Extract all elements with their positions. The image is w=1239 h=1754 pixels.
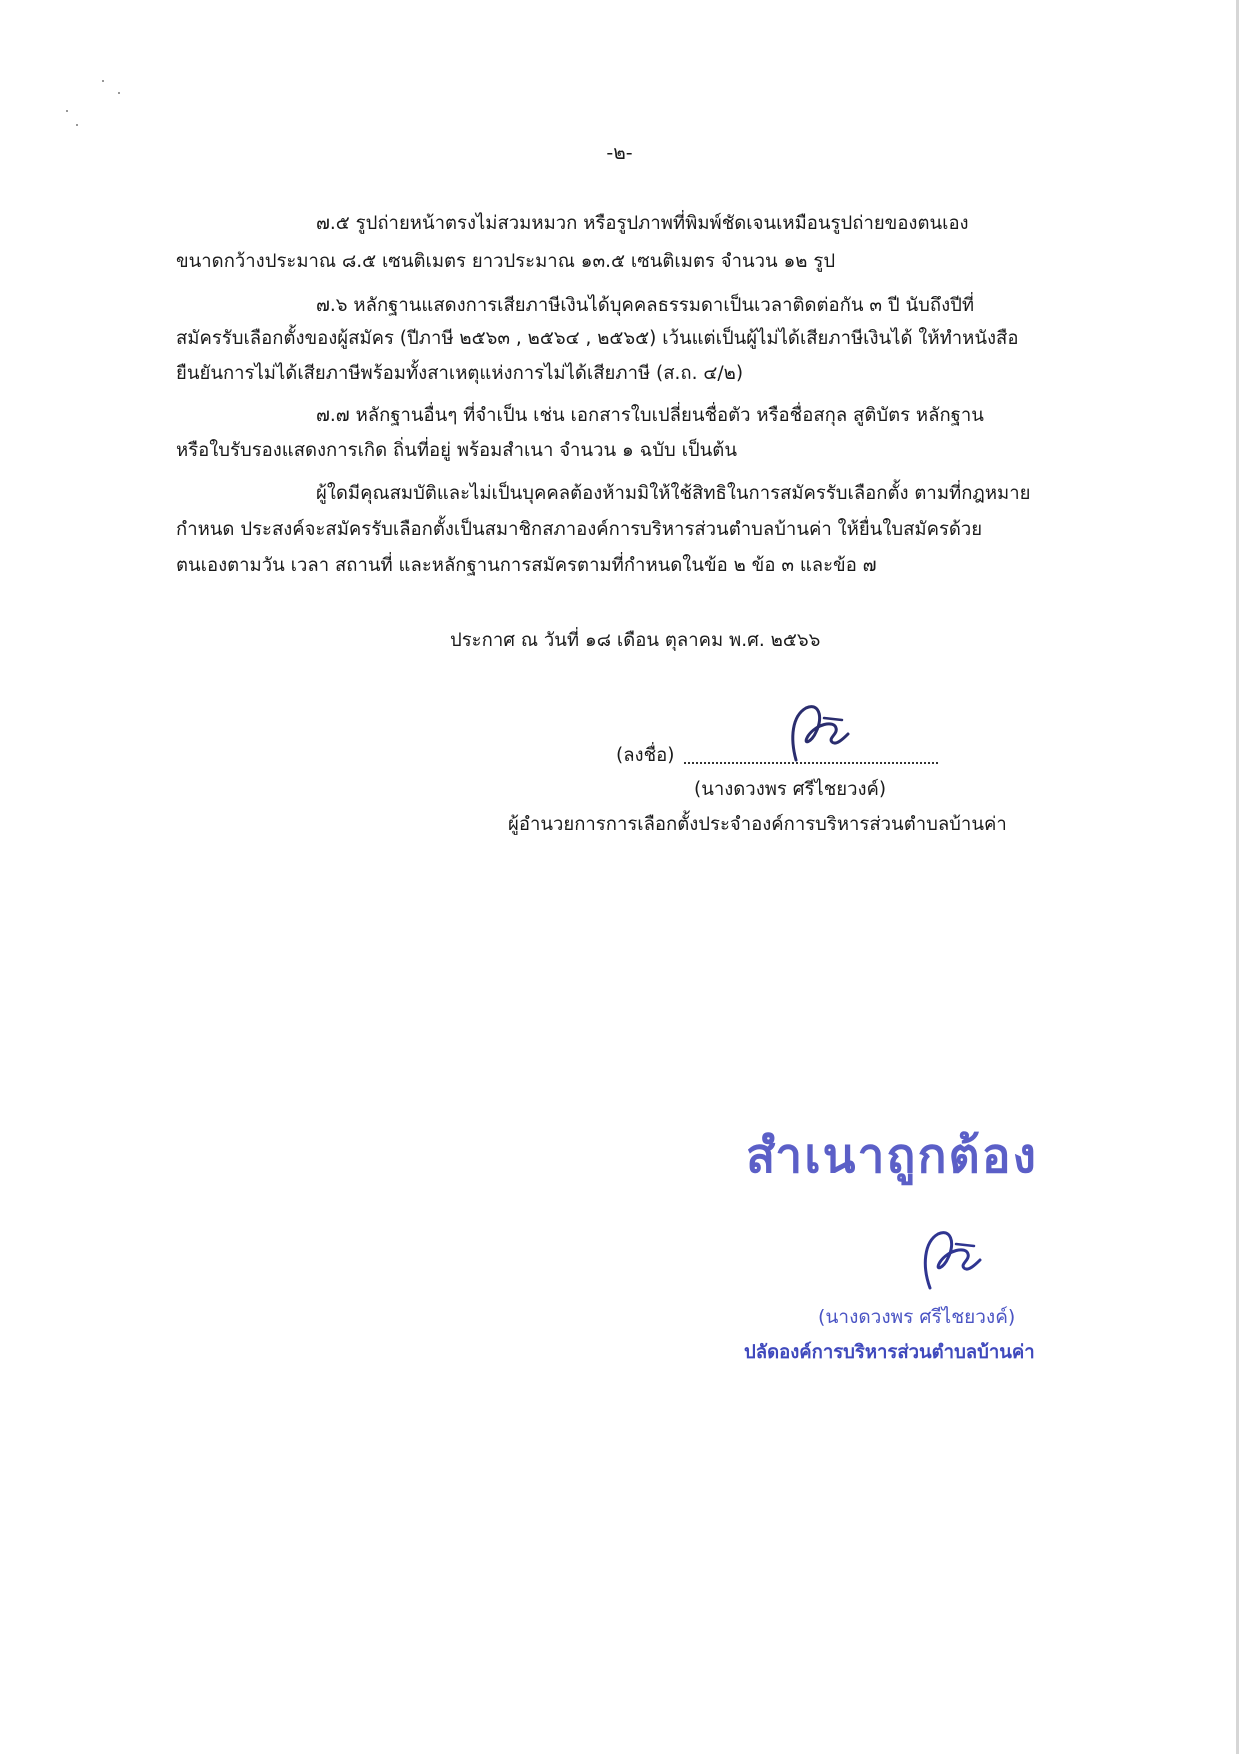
certified-copy-stamp-heading: สำเนาถูกต้อง [746, 1128, 1038, 1184]
item-7-6-line-1: ๗.๖ หลักฐานแสดงการเสียภาษีเงินได้บุคคลธรรมดาเป็นเวลาติดต่อกัน ๓ ปี นับถึงปีที่ [316, 295, 975, 316]
item-7-6-line-3: ยืนยันการไม่ได้เสียภาษีพร้อมทั้งสาเหตุแห่งการไม่ได้เสียภาษี (ส.ถ. ๔/๒) [176, 363, 744, 384]
stamp-signature [910, 1222, 1010, 1294]
closing-line-1: ผู้ใดมีคุณสมบัติและไม่เป็นบุคคลต้องห้ามมิให้ใช้สิทธิในการสมัครรับเลือกตั้ง ตามที่กฎหมาย [316, 483, 1031, 504]
signature-dotted-line [684, 762, 938, 764]
sign-line [616, 741, 938, 770]
announcement-date: ประกาศ ณ วันที่ ๑๘ เดือน ตุลาคม พ.ศ. ๒๕๖๖ [450, 630, 821, 651]
item-7-5-line-1: ๗.๕ รูปถ่ายหน้าตรงไม่สวมหมวก หรือรูปภาพที่พิมพ์ชัดเจนเหมือนรูปถ่ายของตนเอง [316, 213, 969, 234]
signer-name: (นางดวงพร ศรีไชยวงค์) [694, 779, 887, 800]
signer-title: ผู้อำนวยการการเลือกตั้งประจำองค์การบริหารส่วนตำบลบ้านค่า [508, 814, 1007, 835]
item-7-5-line-2: ขนาดกว้างประมาณ ๘.๕ เซนติเมตร ยาวประมาณ ๑๓.๕ เซนติเมตร จำนวน ๑๒ รูป [176, 251, 836, 272]
item-7-7-line-1: ๗.๗ หลักฐานอื่นๆ ที่จำเป็น เช่น เอกสารใบเปลี่ยนชื่อตัว หรือชื่อสกุล สูติบัตร หลักฐาน [316, 405, 984, 426]
certified-copy-stamp-name: (นางดวงพร ศรีไชยวงค์) [818, 1306, 1016, 1328]
page-number: -๒- [606, 142, 633, 164]
item-7-6-line-2: สมัครรับเลือกตั้งของผู้สมัคร (ปีภาษี ๒๕๖๓ , ๒๕๖๔ , ๒๕๖๕) เว้นแต่เป็นผู้ไม่ได้เสียภาษีเงินได้ ให้ทำหนังสือ [176, 328, 1019, 349]
certified-copy-stamp-position: ปลัดองค์การบริหารส่วนตำบลบ้านค่า [744, 1342, 1035, 1363]
sign-label: (ลงชื่อ) [616, 745, 675, 766]
item-7-7-line-2: หรือใบรับรองแสดงการเกิด ถิ่นที่อยู่ พร้อมสำเนา จำนวน ๑ ฉบับ เป็นต้น [176, 440, 737, 461]
closing-line-2: กำหนด ประสงค์จะสมัครรับเลือกตั้งเป็นสมาชิกสภาองค์การบริหารส่วนตำบลบ้านค่า ให้ยื่นใบสมัครด้วย [176, 519, 983, 540]
closing-line-3: ตนเองตามวัน เวลา สถานที่ และหลักฐานการสมัครตามที่กำหนดในข้อ ๒ ข้อ ๓ และข้อ ๗ [176, 555, 877, 576]
